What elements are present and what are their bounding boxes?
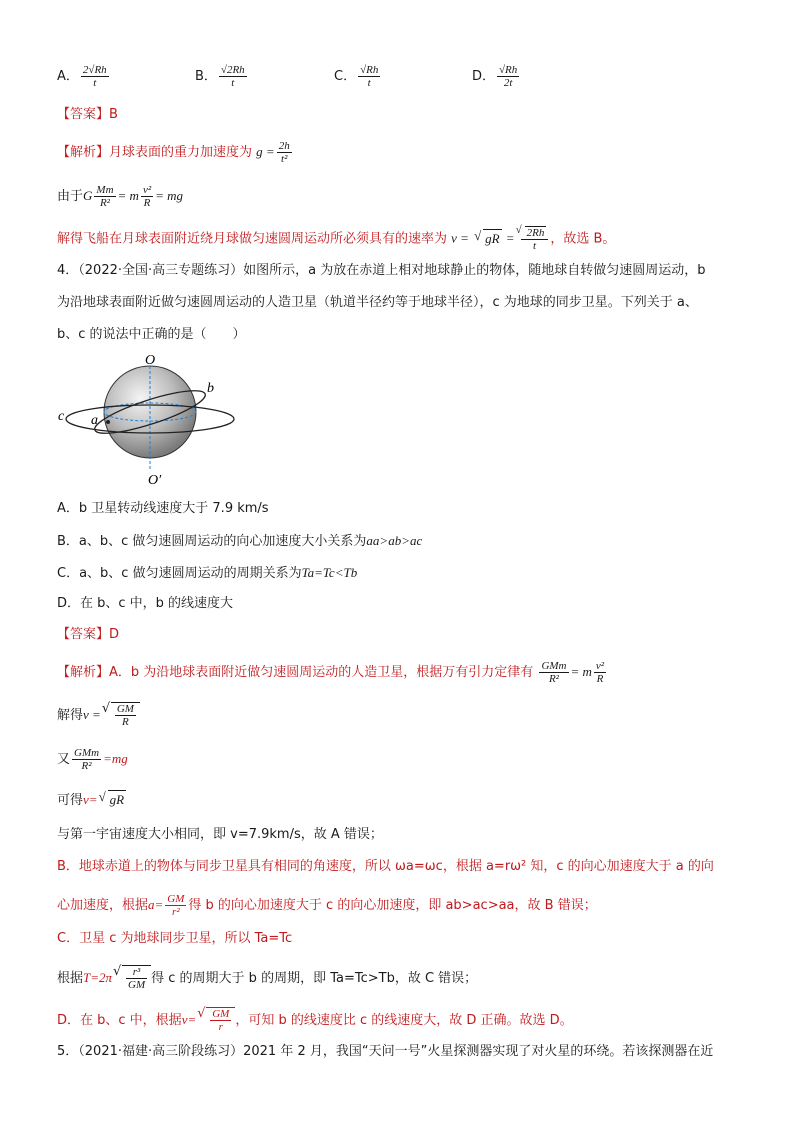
option-d: D． $\frac{√Rh}{2t}$ [472, 64, 518, 89]
label-a: a [91, 413, 98, 428]
q3-analysis-line2: 由于G $\frac{Mm}{\text{R²}}$ = m $\frac{\text{v²}}{R}$ = mg [57, 184, 184, 209]
label-O: O [145, 353, 156, 368]
q4-analysis-a1: 【解析】A．b 为沿地球表面附近做匀速圆周运动的人造卫星，根据万有引力定律有 $\frac{\text{GMm}}{\text{R²}}$ = m $\frac{\text{v²}}{R}$ [57, 660, 605, 685]
q4-analysis-b2: 心加速度，根据a= $\frac{GM}{\text{r²}}$ 得 b 的向心加速度大于 c 的向心加速度，即 ab>ac>aa，故 B 错误； [57, 893, 597, 918]
option-c: C． $\frac{√Rh}{t}$ [334, 64, 379, 89]
q3-answer: 【答案】B [57, 107, 118, 122]
q3-analysis-line3: 解得飞船在月球表面附近绕月球做匀速圆周运动所必须具有的速率为 v = √ gR = √ $\frac{2Rh}{t}$ ，故选 B。 [57, 226, 615, 252]
q4-stem-1: 4．（2022·全国·高三专题练习）如图所示，a 为放在赤道上相对地球静止的物体，随地球自转做匀速圆周运动，b [57, 263, 706, 278]
earth-orbit-figure [55, 352, 245, 487]
label-c: c [58, 409, 65, 424]
option-a-numerator: 2√Rh [82, 64, 107, 76]
option-b: B． $\frac{√2Rh}{t}$ [195, 64, 245, 89]
q4-analysis-a5: 与第一宇宙速度大小相同，即 v=7.9km/s，故 A 错误； [57, 827, 383, 842]
q4-analysis-d1: D．在 b、c 中，根据v= √ $\frac{GM}{r}$ ，可知 b 的线速度比 c 的线速度大，故 D 正确。故选 D。 [57, 1007, 573, 1033]
q4-answer: 【答案】D [57, 627, 120, 642]
q4-analysis-a2: 解得v = √ $\frac{GM}{R}$ [57, 702, 140, 728]
q4-stem-3: b、c 的说法中正确的是（ ） [57, 327, 246, 342]
q4-analysis-b1: B．地球赤道上的物体与同步卫星具有相同的角速度，所以 ωa=ωc，根据 a=rω² 知，c 的向心加速度大于 a 的向 [57, 859, 714, 874]
q4-analysis-a3: 又 $\frac{\text{GMm}}{\text{R²}}$ =mg [57, 747, 128, 772]
option-a: A． $\frac{2√Rh}{t}$ [57, 64, 107, 89]
label-O-prime: O′ [148, 473, 162, 487]
q5-stem-1: 5．（2021·福建·高三阶段练习）2021 年 2 月，我国“天问一号”火星探测器实现了对火星的环绕。若该探测器在近 [57, 1044, 714, 1059]
point-a [106, 420, 110, 424]
q4-option-a: A．b 卫星转动线速度大于 7.9 km/s [57, 501, 269, 516]
label-b: b [207, 381, 214, 396]
q4-stem-2: 为沿地球表面附近做匀速圆周运动的人造卫星（轨道半径约等于地球半径），c 为地球的同步卫星。下列关于 a、 [57, 295, 698, 310]
q4-option-b: B．a、b、c 做匀速圆周运动的向心加速度大小关系为aa>ab>ac [57, 533, 423, 549]
q4-option-d: D．在 b、c 中，b 的线速度大 [57, 596, 234, 611]
q3-analysis-line1: 【解析】月球表面的重力加速度为 g = $\frac{2h}{\text{t²}}$ [57, 140, 290, 165]
q4-analysis-c1: C．卫星 c 为地球同步卫星，所以 Ta=Tc [57, 931, 293, 946]
q4-option-c: C．a、b、c 做匀速圆周运动的周期关系为Ta=Tc<Tb [57, 565, 358, 581]
q4-analysis-a4: 可得v=√ gR [57, 790, 126, 810]
q4-analysis-c2: 根据T=2π √ $\frac{\text{r³}}{GM}$ 得 c 的周期大于 b 的周期，即 Ta=Tc>Tb，故 C 错误； [57, 965, 477, 991]
